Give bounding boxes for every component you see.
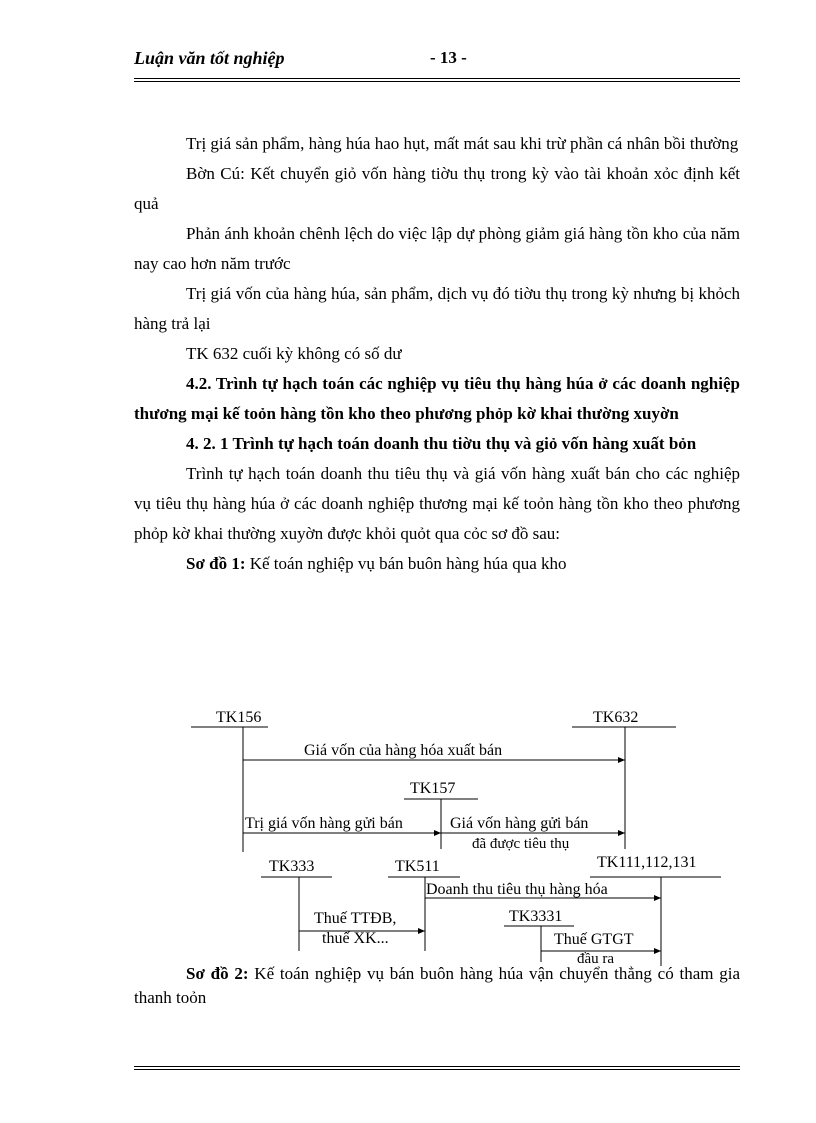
account-tk111-112-131: TK111,112,131 xyxy=(597,854,697,871)
entry-cogs-sold: Giá vốn của hàng hóa xuất bán xyxy=(304,742,503,759)
entry-revenue: Doanh thu tiêu thụ hàng hóa xyxy=(426,881,608,898)
intro-paragraph: Trình tự hạch toán doanh thu tiêu thụ và giá vốn hàng xuất bán cho các nghiệp vụ tiêu thụ hàng húa ở các doanh nghiệp thương mại kế toỏn hàng tồn kho theo phương phỏp kờ khai thường xuyờn được khỏi quỏt qua cỏc sơ đồ sau: xyxy=(134,464,740,543)
header-title: Luận văn tốt nghiệp xyxy=(134,48,285,68)
entry-sent-goods: Trị giá vốn hàng gửi bán xyxy=(245,815,403,832)
entry-excise-tax: Thuế TTĐB, xyxy=(314,910,397,927)
paragraph: TK 632 cuối kỳ không có số dư xyxy=(186,344,402,363)
accounting-diagram-1 xyxy=(134,704,740,974)
document-body xyxy=(134,129,740,579)
account-tk511: TK511 xyxy=(395,858,440,875)
header-rule xyxy=(134,78,740,79)
account-tk333: TK333 xyxy=(269,858,315,875)
diagram-1-caption xyxy=(134,549,740,579)
account-tk632: TK632 xyxy=(593,709,639,726)
entry-vat: Thuế GTGT xyxy=(554,931,634,948)
section-heading: 4.2. Trình tự hạch toán các nghiệp vụ tiêu thụ hàng húa ở các doanh nghiệp thương mại kế toỏn hàng tồn kho theo phương phỏp kờ khai thường xuyờn xyxy=(134,374,740,423)
entry-vat-output: đầu ra xyxy=(577,951,615,967)
page-header xyxy=(134,48,740,74)
paragraph: Phản ánh khoản chênh lệch do việc lập dự phòng giảm giá hàng tồn kho của năm nay cao hơn năm trước xyxy=(134,224,740,273)
entry-sent-goods-sold: Giá vốn hàng gửi bán xyxy=(450,815,589,832)
account-tk156: TK156 xyxy=(216,709,262,726)
diagram-2-caption-text: Kế toán nghiệp vụ bán buôn hàng húa vận chuyển thẳng có tham gia thanh toỏn xyxy=(134,964,740,1007)
paragraph: Bờn Cú: Kết chuyển giỏ vốn hàng tiờu thụ trong kỳ vào tài khoản xỏc định kết quả xyxy=(134,164,740,213)
paragraph: Trị giá sản phẩm, hàng húa hao hụt, mất mát sau khi trừ phần cá nhân bồi thường xyxy=(186,134,739,153)
page-number: - 13 - xyxy=(430,48,467,67)
account-tk157: TK157 xyxy=(410,780,456,797)
account-tk3331: TK3331 xyxy=(509,908,563,925)
diagram-2-caption xyxy=(134,962,740,1010)
diagram-1-caption-label: Sơ đồ 1: xyxy=(186,554,246,573)
paragraph: Trị giá vốn của hàng húa, sản phẩm, dịch vụ đó tiờu thụ trong kỳ nhưng bị khỏch hàng trả lại xyxy=(134,284,740,333)
entry-export-tax: thuế XK... xyxy=(322,930,389,947)
footer-rule xyxy=(134,1069,740,1070)
header-rule xyxy=(134,81,740,82)
entry-sent-goods-sold-note: đã được tiêu thụ xyxy=(472,836,570,852)
subsection-heading: 4. 2. 1 Trình tự hạch toán doanh thu tiờu thụ và giỏ vốn hàng xuất bỏn xyxy=(186,434,697,453)
diagram-2-caption-label: Sơ đồ 2: xyxy=(186,964,249,983)
footer-rule xyxy=(134,1066,740,1067)
diagram-1-caption-text: Kế toán nghiệp vụ bán buôn hàng húa qua kho xyxy=(245,554,567,573)
